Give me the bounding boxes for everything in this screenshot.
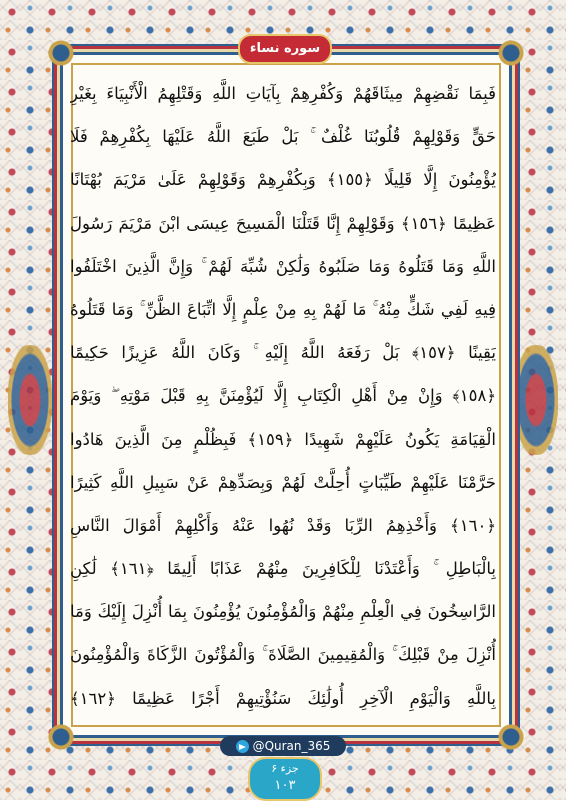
right-medallion-ornament — [514, 345, 558, 455]
verse-line: بِالْبَاطِلِ ۚ وَأَعْتَدْنَا لِلْكَافِرِينَ مِنْهُمْ عَذَابًا أَلِيمًا ﴿١٦١﴾ لَٰكِنِ — [70, 559, 496, 579]
corner-ornament — [41, 717, 81, 757]
verse-line: يُؤْمِنُونَ إِلَّا قَلِيلًا ﴿١٥٥﴾ وَبِكُفْرِهِمْ وَقَوْلِهِمْ عَلَىٰ مَرْيَمَ بُهْتَانًا — [70, 170, 496, 190]
verse-line: بِاللَّهِ وَالْيَوْمِ الْآخِرِ أُولَٰئِكَ سَنُؤْتِيهِمْ أَجْرًا عَظِيمًا ﴿١٦٢﴾ — [70, 688, 496, 708]
surah-title: سوره نساء — [238, 34, 332, 64]
channel-link[interactable] — [220, 736, 346, 756]
juz-page-badge — [248, 757, 322, 801]
verse-line: يَقِينًا ﴿١٥٧﴾ بَلْ رَفَعَهُ اللَّهُ إِلَيْهِ ۚ وَكَانَ اللَّهُ عَزِيزًا حَكِيمًا — [70, 343, 496, 363]
verse-line: أُنْزِلَ مِنْ قَبْلِكَ ۚ وَالْمُقِيمِينَ الصَّلَاةَ ۚ وَالْمُؤْتُونَ الزَّكَاةَ وَالْمُؤْمِنُونَ — [70, 645, 496, 665]
verse-line: فَبِمَا نَقْضِهِمْ مِيثَاقَهُمْ وَكُفْرِهِمْ بِآيَاتِ اللَّهِ وَقَتْلِهِمُ الْأَنْبِيَاءَ بِغَيْرِ — [70, 84, 496, 103]
corner-ornament — [491, 717, 531, 757]
telegram-icon — [236, 740, 249, 753]
verse-line: ﴿١٦٠﴾ وَأَخْذِهِمُ الرِّبَا وَقَدْ نُهُوا عَنْهُ وَأَكْلِهِمْ أَمْوَالَ النَّاسِ — [70, 515, 496, 535]
channel-handle: @Quran_365 — [252, 739, 331, 753]
verse-line: حَقٍّ وَقَوْلِهِمْ قُلُوبُنَا غُلْفٌ ۚ بَلْ طَبَعَ اللَّهُ عَلَيْهَا بِكُفْرِهِمْ فَلَا — [70, 127, 496, 147]
verse-line: حَرَّمْنَا عَلَيْهِمْ طَيِّبَاتٍ أُحِلَّتْ لَهُمْ وَبِصَدِّهِمْ عَنْ سَبِيلِ اللَّهِ كَثِيرًا — [70, 472, 496, 492]
juz-label: جزء ۶ — [271, 762, 299, 775]
verse-line: فِيهِ لَفِي شَكٍّ مِنْهُ ۚ مَا لَهُمْ بِهِ مِنْ عِلْمٍ إِلَّا اتِّبَاعَ الظَّنِّ ۚ وَمَا قَتَلُوهُ — [70, 299, 496, 319]
verse-line: الْقِيَامَةِ يَكُونُ عَلَيْهِمْ شَهِيدًا ﴿١٥٩﴾ فَبِظُلْمٍ مِنَ الَّذِينَ هَادُوا — [70, 429, 496, 449]
left-medallion-ornament — [8, 345, 52, 455]
corner-ornament — [41, 33, 81, 73]
verse-text — [70, 72, 496, 720]
verse-line: الرَّاسِخُونَ فِي الْعِلْمِ مِنْهُمْ وَالْمُؤْمِنُونَ يُؤْمِنُونَ بِمَا أُنْزِلَ إِلَيْكَ وَمَا — [70, 602, 496, 622]
page-number: ۱۰۳ — [274, 778, 296, 793]
verse-line: عَظِيمًا ﴿١٥٦﴾ وَقَوْلِهِمْ إِنَّا قَتَلْنَا الْمَسِيحَ عِيسَى ابْنَ مَرْيَمَ رَسُولَ — [70, 213, 496, 233]
verse-line: اللَّهِ وَمَا قَتَلُوهُ وَمَا صَلَبُوهُ وَلَٰكِنْ شُبِّهَ لَهُمْ ۚ وَإِنَّ الَّذِينَ اخْتَلَفُوا — [70, 256, 496, 276]
verse-line: ﴿١٥٨﴾ وَإِنْ مِنْ أَهْلِ الْكِتَابِ إِلَّا لَيُؤْمِنَنَّ بِهِ قَبْلَ مَوْتِهِ ۖ وَيَوْمَ — [70, 386, 496, 406]
corner-ornament — [491, 33, 531, 73]
